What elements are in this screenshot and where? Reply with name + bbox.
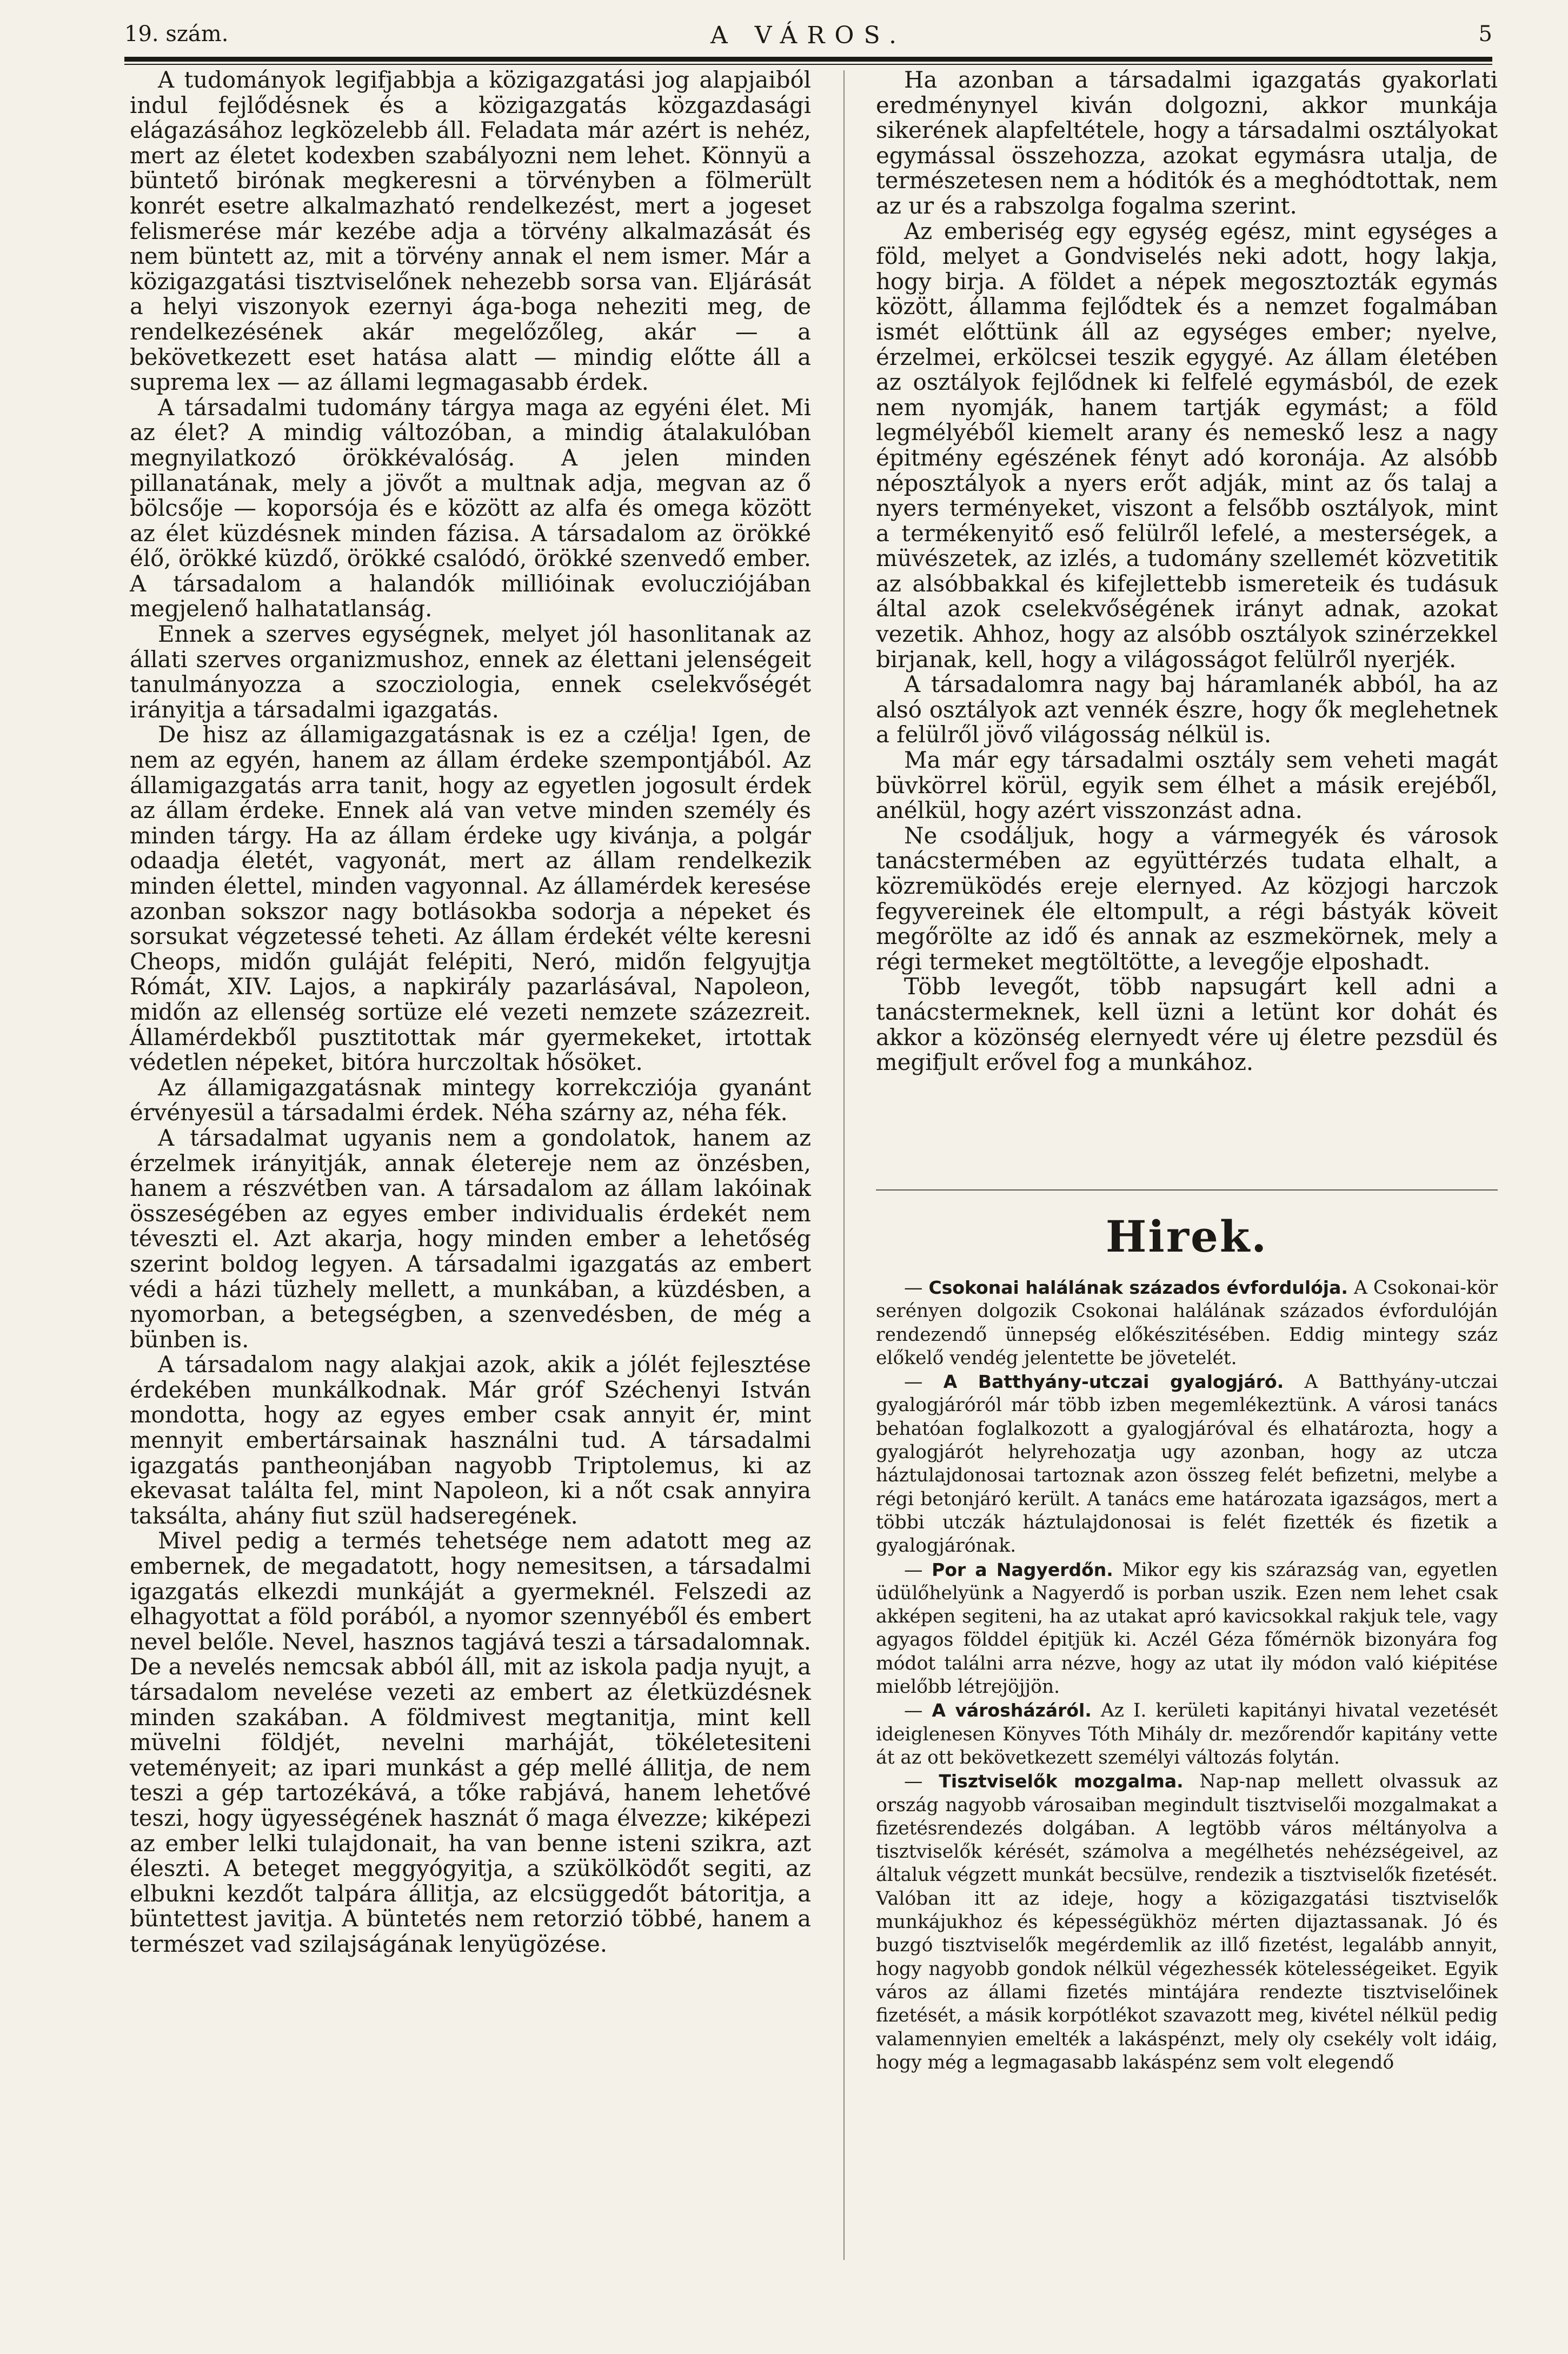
paragraph: A társadalom nagy alakjai azok, akik a jólét fejlesztése érdekében munkálkodnak. Már gróf Széchenyi István mondotta, hogy az egyes ember csak annyit ér, mint mennyit embertársainak használni tud. A társadalmi igazgatás pantheonjában nagyobb Triptolemus, ki az ekevasat találta fel, mint Napoleon, ki a nőt csak annyira taksálta, ahány fiut szül hadseregének. — [130, 1351, 811, 1529]
paragraph: Több levegőt, több napsugárt kell adni a tanácstermeknek, kell üzni a letünt kor dohát és akkor a közönség elernyedt vére uj életre pezsdül és megifjult erővel fog a munkához. — [876, 973, 1498, 1076]
paragraph: A tudományok legifjabbja a közigazgatási jog alapjaiból indul fejlődésnek és a közigazgatás közgazdasági elágazásához legközelebb áll. Feladata már azért is nehéz, mert az életet kodexben szabályozni nem lehet. Könnyü a büntető birónak megkeresni a törvényben a fölmerült konrét esetre alkalmazható rendelkezést, mert a jogeset felismerése már kezébe adja a törvény alkalmazását és nem büntett az, mit a törvény annak el nem ismer. Már a közigazgatási tisztviselőnek nehezebb sorsa van. Eljárását a helyi viszonyok ezernyi ága-boga neheziti meg, de rendelkezésének akár megelőzőleg, akár — a bekövetkezett eset hatása alatt — mindig előtte áll a suprema lex — az állami legmagasabb érdek. — [130, 67, 811, 396]
page-header — [124, 11, 1492, 54]
paragraph: Az államigazgatásnak mintegy korrekcziója gyanánt érvényesül a társadalmi érdek. Néha szárny az, néha fék. — [130, 1074, 811, 1126]
news-item-text: Az I. kerületi kapitányi hivatal vezetését ideiglenesen Könyves Tóth Mihály dr. mezőrendőr kapitány vette át az ott bekövetkezett személyi változás folytán. — [876, 1700, 1498, 1768]
news-item: — A városházáról. Az I. kerületi kapitányi hivatal vezetését ideiglenesen Könyves Tóth Mihály dr. mezőrendőr kapitány vette át az ott bekövetkezett személyi változás folytán. — [876, 1700, 1498, 1768]
news-item-text: Nap-nap mellett olvassuk az ország nagyobb városaiban megindult tisztviselői mozgalmakat a fizetésrendezés dolgában. A legtöbb város méltányolva a tisztviselők kérését, számolva a megélhetés nehézségeivel, az általuk végzett munkát becsülve, rendezik a tisztviselők fizetését. Valóban itt az ideje, hogy a közigazgatási tisztviselők munkájukhoz és képességükhöz mérten dijaztassanak. Jó és buzgó tisztviselők megérdemlik az illő fizetést, legalább annyit, hogy nagyobb gondok nélkül végezhessék kötelességeiket. Egyik város az állami fizetés mintájára rendezte tisztviselőinek fizetését, a másik korpótlékot szavazott meg, kivétel nélkül pedig valamennyien emelték a lakáspénzt, mely oly csekély volt idáig, hogy még a legmagasabb lakáspénz sem volt elegendő — [876, 1771, 1498, 2073]
header-rule-thin — [124, 64, 1492, 65]
section-divider — [876, 1189, 1498, 1191]
paragraph: Ennek a szerves egységnek, melyet jól hasonlitanak az állati szerves organizmushoz, ennek az élettani jelenségeit tanulmányozza a szocziologia, ennek cselekvőségét irányitja a társadalmi igazgatás. — [130, 621, 811, 723]
paragraph: Ma már egy társadalmi osztály sem veheti magát büvkörrel körül, egyik sem élhet a másik erejéből, anélkül, hogy azért visszonzást adna. — [876, 747, 1498, 824]
news-item-title: Por a Nagyerdőn. — [932, 1559, 1113, 1580]
news-item-title: Tisztviselők mozgalma. — [939, 1771, 1184, 1792]
news-item-text: A Csokonai-kör serényen dolgozik Csokonai halálának százados évfordulóján rendezendő ünnepség előkészitésében. Eddig mintegy száz előkelő vendég jelentette be jövetelét. — [876, 1277, 1498, 1369]
paragraph: Ha azonban a társadalmi igazgatás gyakorlati eredménynyel kiván dolgozni, akkor munkája sikerének alapfeltétele, hogy a társadalmi osztályokat egymással összehozza, azokat egymásra utalja, de természetesen nem a hóditók és a meghódtottak, nem az ur és a rabszolga fogalma szerint. — [876, 67, 1498, 219]
newspaper-title: A VÁROS. — [710, 22, 907, 49]
paragraph: A társadalmi tudomány tárgya maga az egyéni élet. Mi az élet? A mindig változóban, a mindig átalakulóban megnyilatkozó örökkévalóság. A jelen minden pillanatának, mely a jövőt a multnak adja, megvan az ő bölcsője — koporsója és e között az alfa és omega között az élet küzdésnek minden fázisa. A társadalom az örökké élő, örökké küzdő, örökké csalódó, örökké szenvedő ember. A társadalom a halandók millióinak evolucziójában megjelenő halhatatlanság. — [130, 394, 811, 622]
news-item-title: Csokonai halálának százados évfordulója. — [928, 1277, 1348, 1298]
news-item-text: Mikor egy kis szárazság van, egyetlen üdülőhelyünk a Nagyerdő is porban uszik. Ezen nem lehet csak akképen segiteni, ha az utakat apró kavicsokkal rakjuk tele, vagy agyagos földdel épitjük ki. Aczél Géza főmérnök bizonyára fog módot találni arra nézve, hogy az utat ily módon való kiépitése mielőbb létrejöjjön. — [876, 1559, 1498, 1698]
left-column — [130, 68, 811, 1957]
news-section-title: Hirek. — [1105, 1211, 1268, 1262]
news-item-title: A Batthyány-utczai gyalogjáró. — [943, 1371, 1284, 1393]
right-column — [876, 68, 1498, 1075]
paragraph: A társadalomra nagy baj háramlanék abból, ha az alsó osztályok azt vennék észre, hogy ők meglehetnek a felülről jövő világosság nélkül is. — [876, 671, 1498, 748]
news-item: — Csokonai halálának százados évfordulója. A Csokonai-kör serényen dolgozik Csokonai halálának százados évfordulóján rendezendő ünnepség előkészitésében. Eddig mintegy száz előkelő vendég jelentette be jövetelét. — [876, 1277, 1498, 1369]
issue-number: 19. szám. — [124, 22, 229, 46]
column-divider — [843, 70, 845, 2260]
news-item: — Tisztviselők mozgalma. Nap-nap mellett olvassuk az ország nagyobb városaiban megindult tisztviselői mozgalmakat a fizetésrendezés dolgában. A legtöbb város méltányolva a tisztviselők kérését, számolva a megélhetés nehézségeivel, az általuk végzett munkát becsülve, rendezik a tisztviselők fizetését. Valóban itt az ideje, hogy a közigazgatási tisztviselők munkájukhoz és képességükhöz mérten dijaztassanak. Jó és buzgó tisztviselők megérdemlik az illő fizetést, legalább annyit, hogy nagyobb gondok nélkül végezhessék kötelességeiket. Egyik város az állami fizetés mintájára rendezte tisztviselőinek fizetését, a másik korpótlékot szavazott meg, kivétel nélkül pedig valamennyien emelték a lakáspénzt, mely oly csekély volt idáig, hogy még a legmagasabb lakáspénz sem volt elegendő — [876, 1771, 1498, 2073]
paragraph: A társadalmat ugyanis nem a gondolatok, hanem az érzelmek irányitják, annak életereje nem az önzésben, hanem a részvétben van. A társadalom az állam lakóinak összeségében az egyes ember individualis érdekét nem téveszti el. Azt akarja, hogy minden ember a lehetőség szerint boldog legyen. A társadalmi igazgatás az embert védi a házi tüzhely mellett, a munkában, a küzdésben, a nyomorban, a betegségben, a szenvedésben, de még a bünben is. — [130, 1124, 811, 1353]
paragraph: Ne csodáljuk, hogy a vármegyék és városok tanácstermében az együttérzés tudata elhalt, a közremüködés ereje elernyed. Az közjogi harczok fegyvereinek éle eltompult, a régi bástyák köveit megőrölte az idő és annak az eszmekörnek, mely a régi termeket megtöltötte, a levegője elposhadt. — [876, 822, 1498, 975]
paragraph: De hisz az államigazgatásnak is ez a czélja! Igen, de nem az egyén, hanem az állam érdeke szempontjából. Az államigazgatás arra tanit, hogy az egyetlen jogosult érdek az állam érdeke. Ennek alá van vetve minden személy és minden tárgy. Ha az állam érdeke ugy kivánja, a polgár odaadja életét, vagyonát, mert az állam rendelkezik minden élettel, minden vagyonnal. Az államérdek keresése azonban sokszor nagy botlásokba sodorja a népeket és sorsukat végzetessé teheti. Az állam érdekét vélte keresni Cheops, midőn guláját felépiti, Neró, midőn felgyujtja Rómát, XIV. Lajos, a napkirály pazarlásával, Napoleon, midőn az ellenség sortüze elé vezeti nemzete százezreit. Államérdekből pusztitottak már gyermekeket, irtottak védetlen népeket, bitóra hurczoltak hősöket. — [130, 721, 811, 1076]
header-rule-thick — [124, 57, 1492, 62]
paragraph: Mivel pedig a termés tehetsége nem adatott meg az embernek, de megadatott, hogy nemesitsen, a társadalmi igazgatás elkezdi munkáját a gyermeknél. Felszedi az elhagyottat a föld porából, a nyomor szennyéből és embert nevel belőle. Nevel, hasznos tagjává teszi a társadalomnak. De a nevelés nemcsak abból áll, mit az iskola padja nyujt, a társadalom nevelése vezeti az embert az életküzdésnek minden szakában. A földmivest megtanitja, mint kell müvelni földjét, nevelni marháját, tökéletesiteni veteményeit; az ipari munkást a gép mellé állitja, de nem teszi a gép tartozékává, a tőke rabjává, hanem lehetővé teszi, hogy ügyességének hasznát ő maga élvezze; kiképezi az ember lelki tulajdonait, ha van benne isteni szikra, azt éleszti. A beteget meggyógyitja, a szükölködőt segiti, az elbukni kezdőt talpára állitja, az elcsüggedőt bátoritja, a büntettest javitja. A büntetés nem retorzió többé, hanem a természet vad szilajságának lenyügözése. — [130, 1527, 811, 1957]
page-number: 5 — [1478, 22, 1492, 46]
news-column — [876, 1276, 1498, 2074]
paragraph: Az emberiség egy egység egész, mint egységes a föld, melyet a Gondviselés neki adott, hogy lakja, hogy birja. A földet a népek megosztozták egymás között, államma fejlődtek és a nemzet fogalmában ismét előttünk áll az egységes ember; nyelve, érzelmei, erkölcsei teszik egygyé. Az állam életében az osztályok fejlődnek ki felfelé egymásból, de ezek nem nyomják, hanem tartják egymást; a föld legmélyéből kiemelt arany és nemeskő lesz a nagy épitmény egészének fényt adó koronája. Az alsóbb néposztályok a nyers erőt adják, mint az ős talaj a nyers terményeket, viszont a felsőbb osztályok, mint a termékenyitő eső felülről lefelé, a mesterségek, a müvészetek, az izlés, a tudomány szellemét közvetitik az alsóbbakkal és kifejlettebb ismereteik és tudásuk által azok cselekvőségének irányt adnak, azokat vezetik. Ahhoz, hogy az alsóbb osztályok szinérzekkel birjanak, kell, hogy a világosságot felülről nyerjék. — [876, 217, 1498, 673]
news-item-text: A Batthyány-utczai gyalogjáróról már több izben megemlékeztünk. A városi tanács behatóan foglalkozott a gyalogjáróval és elhatározta, hogy a gyalogjárót helyrehozatja ugy azonban, hogy az utcza háztulajdonosai tartoznak azon összeg felét befizetni, melybe a régi betonjáró került. A tanács eme határozata igazságos, mert a többi utczák háztulajdonosai is felét fizették és fizetik a gyalogjárónak. — [876, 1371, 1498, 1557]
news-item: — Por a Nagyerdőn. Mikor egy kis szárazság van, egyetlen üdülőhelyünk a Nagyerdő is porban uszik. Ezen nem lehet csak akképen segiteni, ha az utakat apró kavicsokkal rakjuk tele, vagy agyagos földdel épitjük ki. Aczél Géza főmérnök bizonyára fog módot találni arra nézve, hogy az utat ily módon való kiépitése mielőbb létrejöjjön. — [876, 1559, 1498, 1698]
news-item-title: A városházáról. — [932, 1700, 1092, 1721]
news-item: — A Batthyány-utczai gyalogjáró. A Batthyány-utczai gyalogjáróról már több izben megemlékeztünk. A városi tanács behatóan foglalkozott a gyalogjáróval és elhatározta, hogy a gyalogjárót helyrehozatja ugy azonban, hogy az utcza háztulajdonosai tartoznak azon összeg felét befizetni, melybe a régi betonjáró került. A tanács eme határozata igazságos, mert a többi utczák háztulajdonosai is felét fizették és fizetik a gyalogjárónak. — [876, 1371, 1498, 1557]
